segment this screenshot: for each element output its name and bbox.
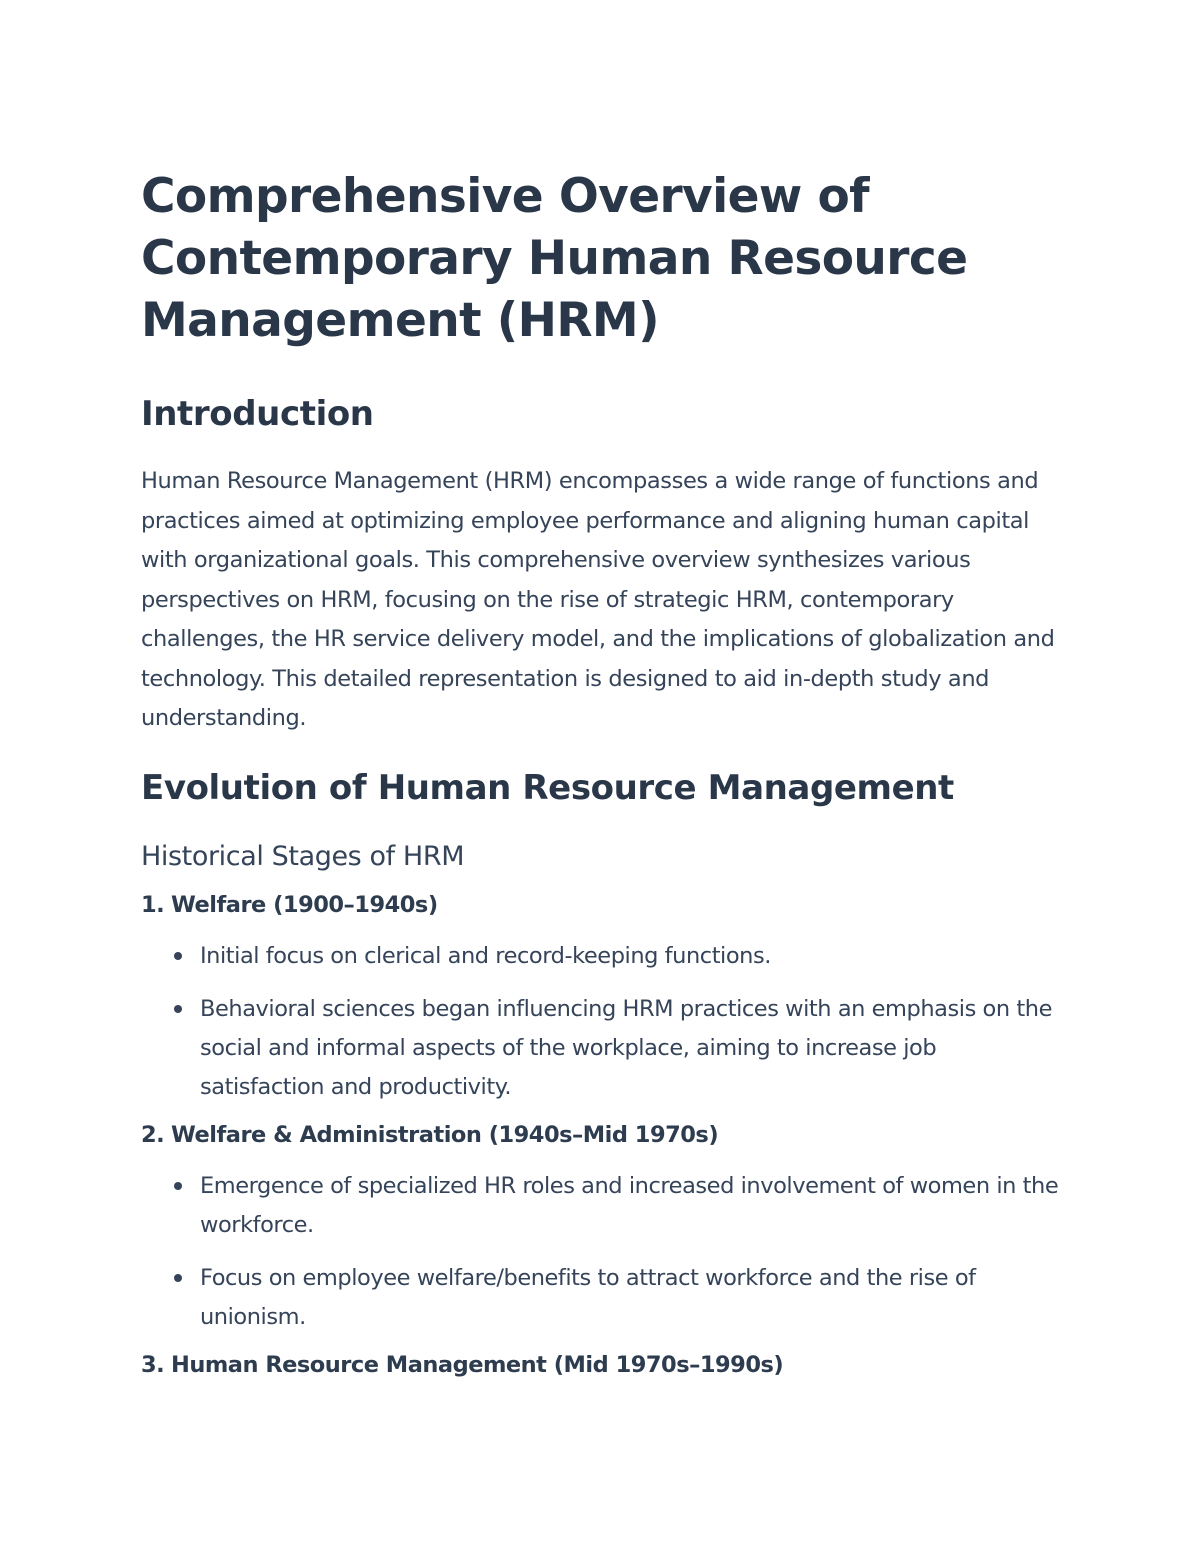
bullet-dot-icon (174, 1005, 182, 1013)
stage-item (141, 1117, 1061, 1337)
evolution-heading: Evolution of Human Resource Management (141, 767, 954, 808)
bullet-text: Focus on employee welfare/benefits to attract workforce and the rise of unionism. (200, 1264, 976, 1330)
bullet-item (141, 990, 1061, 1107)
stage-bullet-list (141, 1167, 1061, 1337)
bullet-dot-icon (174, 952, 182, 960)
bullet-text: Initial focus on clerical and record-keeping functions. (200, 942, 771, 969)
stage-bullet-list (141, 937, 1061, 1107)
bullet-dot-icon (174, 1182, 182, 1190)
bullet-text: Behavioral sciences began influencing HRM practices with an emphasis on the social and informal aspects of the workplace, aiming to increase job satisfaction and productivity. (200, 995, 1052, 1100)
stage-heading (141, 1117, 1061, 1153)
introduction-heading: Introduction (141, 394, 374, 434)
document-title: Comprehensive Overview of Contemporary Human Resource Management (HRM) (141, 169, 968, 348)
stage-heading (141, 1347, 1061, 1383)
stage-title: Welfare & Administration (1940s–Mid 1970s) (171, 1121, 719, 1148)
bullet-item (141, 1167, 1061, 1245)
document-page (141, 166, 1061, 1383)
historical-stages-list (141, 887, 1061, 1383)
stage-number: 2. (141, 1121, 165, 1148)
introduction-paragraph: Human Resource Management (HRM) encompasses a wide range of functions and practices aimed at optimizing employee performance and aligning human capital with organizational goals. This comprehensive overview synthesizes various perspectives on HRM, focusing on the rise of strategic HRM, contemporary challenges, the HR service delivery model, and the implications of globalization and technology. This detailed representation is designed to aid in-depth study and understanding. (141, 468, 1055, 731)
bullet-item (141, 1259, 1061, 1337)
stage-number: 1. (141, 891, 165, 918)
stage-number: 3. (141, 1351, 165, 1378)
historical-stages-subheading: Historical Stages of HRM (141, 840, 465, 872)
stage-title: Welfare (1900–1940s) (171, 891, 438, 918)
stage-item (141, 887, 1061, 1107)
bullet-text: Emergence of specialized HR roles and increased involvement of women in the workforce. (200, 1172, 1059, 1238)
stage-title: Human Resource Management (Mid 1970s–1990s) (171, 1351, 784, 1378)
stage-item (141, 1347, 1061, 1383)
bullet-item (141, 937, 1061, 976)
stage-heading (141, 887, 1061, 923)
bullet-dot-icon (174, 1274, 182, 1282)
